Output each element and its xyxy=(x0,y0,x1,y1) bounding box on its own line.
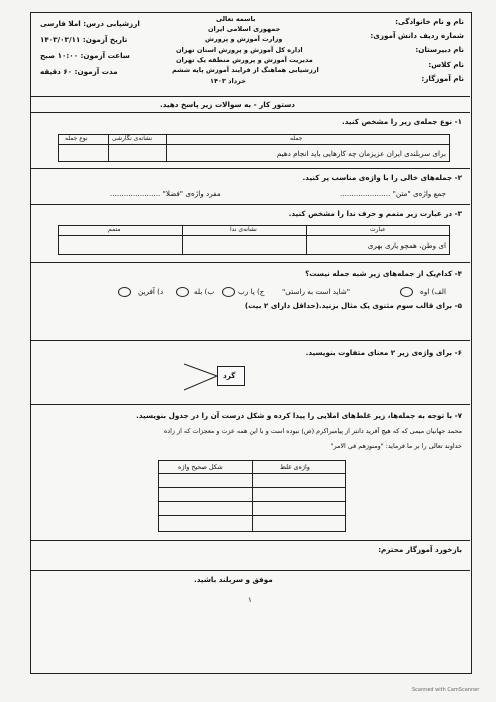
page-number: ۱ xyxy=(248,595,252,604)
exam-subject: ارزشیابی درس: املا فارسی xyxy=(40,19,140,28)
header-divider xyxy=(30,96,470,97)
q4-option-b-circle[interactable] xyxy=(176,287,189,297)
q3-header-phrase: عبارت xyxy=(370,226,386,233)
header-republic: جمهوری اسلامی ایران xyxy=(208,25,281,33)
good-luck-text: موفق و سربلند باشید. xyxy=(194,575,273,584)
q3-phrase: ای وطن، همچو یاری بهری xyxy=(367,241,446,250)
teacher-feedback-label: بازخورد آموزگار محترم: xyxy=(378,545,462,554)
q4-option-d-circle[interactable] xyxy=(118,287,131,297)
q3-header-vocative: نشانه‌ی ندا xyxy=(230,226,257,233)
header-exam-month: خرداد ۱۴۰۳ xyxy=(210,77,246,85)
teacher-name-label: نام آموزگار: xyxy=(421,74,464,83)
q1-sentence: برای سربلندی ایران عزیزمان چه کارهایی باید انجام دهیم xyxy=(276,149,446,158)
instruction-divider xyxy=(30,112,470,113)
q1-header-sentence: جمله xyxy=(290,135,303,142)
q1-header-punctuation: نشانه‌ی نگارشی xyxy=(112,135,153,142)
q4-option-d: د) آفرین xyxy=(138,287,164,296)
school-name-label: نام دبیرستان: xyxy=(415,45,464,54)
q6-branch-top xyxy=(184,364,217,376)
q2-title: ۲- جمله‌های خالی را با واژه‌ی مناسب پر کنید. xyxy=(302,173,462,182)
q7-header-correct: شکل صحیح واژه xyxy=(178,463,223,471)
q6-title: ۶- برای واژه‌ی زیر ۲ معنای متفاوت بنویسید. xyxy=(305,348,462,357)
q7-text-line1: محمد جهانیان میمی که که هیچ آفرید دانتر از پیامبراکرم (ص) نبوده است و با این همه عزت و معجزات که از زاده xyxy=(163,427,462,435)
q7-text-line2: خداوند تعالی را بر ما فرماید: "ومنوزهم فی الامر" xyxy=(330,442,462,450)
q2-singular: مفرد واژه‌ی "فضلا" ...................... xyxy=(110,189,221,198)
scanner-watermark: Scanned with CamScanner xyxy=(412,687,480,693)
q4-title: ۴- کدام‌یک از جمله‌های زیر شبه جمله نیست؟ xyxy=(305,269,462,278)
q2-plural: جمع واژه‌ی "متن" ...................... xyxy=(340,189,446,198)
q1-header-type: نوع جمله xyxy=(65,135,88,142)
exam-time: ساعت آزمون: ۱۰:۰۰ صبح xyxy=(40,51,130,60)
instruction-text: دستور کار - به سوالات زیر پاسخ دهید. xyxy=(160,100,295,109)
exam-duration: مدت آزمون: ۶۰ دقیقه xyxy=(40,67,118,76)
q4-option-c: ج) یا رب xyxy=(238,287,265,296)
q7-title: ۷- با توجه به جمله‌ها، زیر غلط‌های املایی را پیدا کرده و شکل درست آن را در جدول بنویسید. xyxy=(136,411,462,420)
q4-option-c-circle[interactable] xyxy=(222,287,235,297)
q6-branch-lines xyxy=(180,360,220,394)
header-bismillah: باسمه تعالی xyxy=(216,15,256,23)
q7-header-wrong: واژه‌ی غلط xyxy=(280,463,310,471)
q6-word: گرد xyxy=(223,371,236,380)
q4-option-a-extra: "شاید است به راستی" xyxy=(282,287,351,296)
q5-title: ۵- برای قالب سوم مثنوی یک مثال بزنید.(حداقل دارای ۲ بیت) xyxy=(244,301,462,310)
header-exam-title: ارزشیابی هماهنگ از فرایند آموزش پایه ششم xyxy=(172,66,319,74)
student-row-label: شماره ردیف دانش آموزی: xyxy=(370,31,464,40)
exam-date: تاریخ آزمون: ۱۴۰۳/۰۳/۱۱ xyxy=(40,35,128,44)
header-ministry: وزارت آموزش و پرورش xyxy=(205,35,283,43)
q4-option-a-circle[interactable] xyxy=(400,287,413,297)
header-district-office: مدیریت آموزش و پرورش منطقه یک تهران xyxy=(176,56,313,64)
q4-option-b: ب) بله xyxy=(194,287,215,296)
q1-title: ۱- نوع جمله‌ی زیر را مشخص کنید. xyxy=(342,117,462,126)
q3-title: ۳- در عبارت زیر متمم و حرف ندا را مشخص کنید. xyxy=(288,209,462,218)
student-name-label: نام و نام خانوادگی: xyxy=(395,17,464,26)
q4-option-a: الف) اوه xyxy=(420,287,446,296)
class-name-label: نام کلاس: xyxy=(428,60,464,69)
q6-branch-bottom xyxy=(184,376,217,390)
q3-header-complement: متمم xyxy=(108,226,121,233)
header-province-office: اداره کل آموزش و پرورش استان تهران xyxy=(176,46,303,54)
